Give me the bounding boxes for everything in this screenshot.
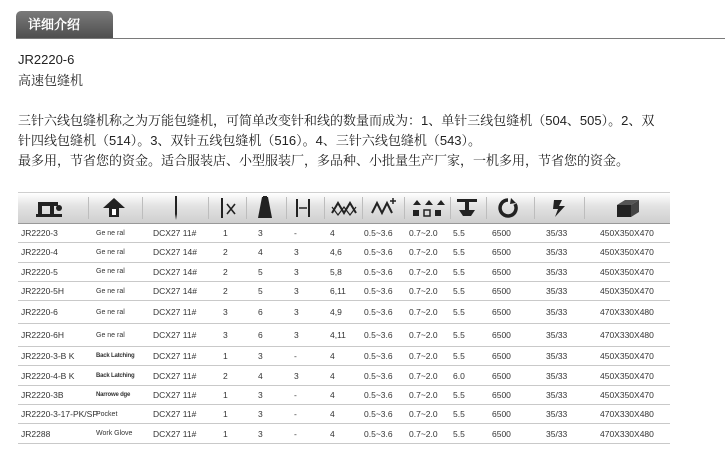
size-cell: 450X350X470: [600, 266, 654, 277]
width-cell: -: [294, 428, 297, 439]
stitch-cell: 4: [330, 351, 335, 362]
stitch-length-icon: [408, 193, 448, 223]
width-cell: 3: [294, 307, 299, 318]
speed-cell: 6500: [492, 266, 511, 277]
stitch-cell: 4,9: [330, 307, 342, 318]
differential-feed-cell: 0.5~3.6: [364, 247, 393, 258]
differential-feed-cell: 0.5~3.6: [364, 228, 393, 239]
application-cell: Ge ne ral: [96, 308, 125, 316]
differential-feed-cell: 0.5~3.6: [364, 330, 393, 341]
thread-count-cell: 3: [258, 351, 263, 362]
speed-cell: 6500: [492, 228, 511, 239]
width-cell: -: [294, 409, 297, 420]
needle-cell: DCX27 14#: [153, 266, 197, 277]
needle-count-cell: 1: [223, 351, 228, 362]
thread-count-cell: 3: [258, 409, 263, 420]
speed-cell: 6500: [492, 409, 511, 420]
model-cell: JR2220-5H: [21, 286, 64, 297]
table-row: [18, 366, 670, 385]
tab-details[interactable]: 详细介绍: [16, 11, 113, 38]
needle-cell: DCX27 11#: [153, 389, 197, 400]
stitch-length-cell: 0.7~2.0: [409, 307, 438, 318]
stitch-length-cell: 0.7~2.0: [409, 247, 438, 258]
needle-cell: DCX27 11#: [153, 228, 197, 239]
thread-count-cell: 3: [258, 428, 263, 439]
power-cell: 35/33: [546, 266, 568, 277]
needle-cell: DCX27 11#: [153, 409, 197, 420]
width-cell: -: [294, 228, 297, 239]
thread-cone-icon: [250, 193, 280, 223]
size-cell: 450X350X470: [600, 228, 654, 239]
application-cell: Narrowe dge: [96, 391, 131, 398]
table-row: [18, 424, 670, 443]
stitch-cell: 4: [330, 428, 335, 439]
width-cell: 3: [294, 266, 299, 277]
differential-feed-cell: 0.5~3.6: [364, 389, 393, 400]
model-cell: JR2220-3-17-PK/SP: [21, 409, 99, 420]
presser-lift-cell: 5.5: [453, 409, 465, 420]
thread-count-cell: 4: [258, 370, 263, 381]
power-cell: 35/33: [546, 351, 568, 362]
differential-feed-icon: [366, 193, 402, 223]
size-cell: 450X350X470: [600, 389, 654, 400]
stitch-length-cell: 0.7~2.0: [409, 228, 438, 239]
stitch-length-cell: 0.7~2.0: [409, 351, 438, 362]
application-cell: Ge ne ral: [96, 268, 125, 276]
speed-cell: 6500: [492, 307, 511, 318]
description-line: 最多用，节省您的资金。适合服装店、小型服装厂，多品种、小批量生产厂家，一机多用，节省您的资金。: [18, 153, 630, 168]
spec-table: [18, 192, 670, 438]
thread-count-cell: 5: [258, 286, 263, 297]
speed-cell: 6500: [492, 428, 511, 439]
speed-cell: 6500: [492, 370, 511, 381]
presser-lift-cell: 6.0: [453, 370, 465, 381]
stitch-length-cell: 0.7~2.0: [409, 266, 438, 277]
sewing-machine-icon: [32, 193, 68, 223]
thread-count-cell: 5: [258, 266, 263, 277]
table-row: [18, 263, 670, 282]
needle-count-cell: 2: [223, 286, 228, 297]
stitch-cell: 6,11: [330, 286, 346, 297]
application-cell: Work Glove: [96, 430, 133, 438]
needle-count-cell: 2: [223, 370, 228, 381]
stitch-cell: 4: [330, 389, 335, 400]
presser-lift-cell: 5.5: [453, 351, 465, 362]
speed-cell: 6500: [492, 330, 511, 341]
presser-lift-cell: 5.5: [453, 286, 465, 297]
size-cell: 470X330X480: [600, 428, 654, 439]
table-row: [18, 324, 670, 347]
spec-table-body: [18, 224, 670, 444]
size-cell: 450X350X470: [600, 286, 654, 297]
stitch-length-cell: 0.7~2.0: [409, 428, 438, 439]
size-cell: 450X350X470: [600, 351, 654, 362]
model-cell: JR2220-6: [21, 307, 58, 318]
presser-lift-cell: 5.5: [453, 247, 465, 258]
differential-feed-cell: 0.5~3.6: [364, 266, 393, 277]
needle-cell: DCX27 11#: [153, 351, 197, 362]
presser-lift-cell: 5.5: [453, 228, 465, 239]
speed-cell: 6500: [492, 351, 511, 362]
tab-divider: [16, 38, 725, 39]
width-cell: -: [294, 351, 297, 362]
needle-cell: DCX27 14#: [153, 247, 197, 258]
stitch-cell: 4: [330, 370, 335, 381]
application-cell: Ge ne ral: [96, 287, 125, 295]
application-cell: Back Latching: [96, 372, 135, 379]
thread-count-cell: 6: [258, 307, 263, 318]
power-cell: 35/33: [546, 286, 568, 297]
thread-count-cell: 6: [258, 330, 263, 341]
power-cell: 35/33: [546, 307, 568, 318]
presser-lift-cell: 5.5: [453, 330, 465, 341]
table-row: [18, 224, 670, 243]
size-cell: 470X330X480: [600, 330, 654, 341]
model-cell: JR2220-6H: [21, 330, 64, 341]
tab-bar: [0, 0, 725, 40]
needle-count-cell: 1: [223, 428, 228, 439]
power-cell: 35/33: [546, 409, 568, 420]
model-cell: JR2220-4-B K: [21, 370, 75, 381]
package-box-icon: [598, 193, 658, 223]
presser-lift-cell: 5.5: [453, 428, 465, 439]
thread-count-cell: 4: [258, 247, 263, 258]
power-cell: 35/33: [546, 228, 568, 239]
table-row: [18, 347, 670, 366]
product-subtitle: 高速包缝机: [18, 73, 84, 88]
presser-lift-cell: 5.5: [453, 266, 465, 277]
stitch-cell: 4: [330, 409, 335, 420]
needle-cell: DCX27 11#: [153, 370, 197, 381]
application-cell: Pocket: [96, 410, 118, 418]
table-row: [18, 301, 670, 324]
product-model: JR2220-6: [18, 52, 75, 67]
width-cell: 3: [294, 286, 299, 297]
presser-lift-cell: 5.5: [453, 389, 465, 400]
power-cell: 35/33: [546, 247, 568, 258]
table-row: [18, 386, 670, 405]
model-cell: JR2220-5: [21, 266, 58, 277]
width-cell: 3: [294, 330, 299, 341]
application-cell: Ge ne ral: [96, 229, 125, 237]
model-cell: JR2220-3-B K: [21, 351, 75, 362]
width-cell: -: [294, 389, 297, 400]
needle-cell: DCX27 11#: [153, 428, 197, 439]
motor-power-icon: [540, 193, 580, 223]
stitch-length-cell: 0.7~2.0: [409, 370, 438, 381]
stitch-cell: 4,11: [330, 330, 346, 341]
speed-icon: [488, 193, 528, 223]
needle-count-cell: 2: [223, 247, 228, 258]
stitch-length-cell: 0.7~2.0: [409, 389, 438, 400]
power-cell: 35/33: [546, 389, 568, 400]
differential-feed-cell: 0.5~3.6: [364, 286, 393, 297]
needle-cell: DCX27 11#: [153, 330, 197, 341]
model-cell: JR2220-3B: [21, 389, 64, 400]
needle-count-icon: [216, 193, 240, 223]
presser-foot-icon: [96, 193, 132, 223]
application-cell: Ge ne ral: [96, 248, 125, 256]
stitch-length-cell: 0.7~2.0: [409, 330, 438, 341]
size-cell: 450X350X470: [600, 370, 654, 381]
thread-count-cell: 3: [258, 389, 263, 400]
product-description: [18, 111, 725, 171]
needle-count-cell: 1: [223, 409, 228, 420]
stitch-cell: 4,6: [330, 247, 342, 258]
differential-feed-cell: 0.5~3.6: [364, 428, 393, 439]
stitch-cell: 5,8: [330, 266, 342, 277]
differential-feed-cell: 0.5~3.6: [364, 409, 393, 420]
size-cell: 450X350X470: [600, 247, 654, 258]
description-line: 针四线包缝机（514）。3、双针五线包缝机（516）。4、三针六线包缝机（543）。: [18, 133, 482, 148]
power-cell: 35/33: [546, 330, 568, 341]
application-cell: Ge ne ral: [96, 331, 125, 339]
spec-table-header: [18, 192, 670, 224]
size-cell: 470X330X480: [600, 409, 654, 420]
model-cell: JR2220-4: [21, 247, 58, 258]
application-cell: Back Latching: [96, 353, 135, 360]
stitch-width-icon: [288, 193, 318, 223]
power-cell: 35/33: [546, 428, 568, 439]
width-cell: 3: [294, 370, 299, 381]
size-cell: 470X330X480: [600, 307, 654, 318]
needle-cell: DCX27 11#: [153, 307, 197, 318]
needle-icon: [166, 193, 186, 223]
stitch-pattern-icon: [326, 193, 362, 223]
stitch-length-cell: 0.7~2.0: [409, 286, 438, 297]
speed-cell: 6500: [492, 286, 511, 297]
differential-feed-cell: 0.5~3.6: [364, 370, 393, 381]
needle-count-cell: 2: [223, 266, 228, 277]
table-row: [18, 405, 670, 424]
presser-lift-cell: 5.5: [453, 307, 465, 318]
model-cell: JR2220-3: [21, 228, 58, 239]
description-line: 三针六线包缝机称之为万能包缝机，可简单改变针和线的数量而成为：1、单针三线包缝机（504、505）。2、双: [18, 113, 655, 128]
differential-feed-cell: 0.5~3.6: [364, 351, 393, 362]
width-cell: 3: [294, 247, 299, 258]
needle-count-cell: 1: [223, 228, 228, 239]
presser-lift-icon: [452, 193, 482, 223]
speed-cell: 6500: [492, 389, 511, 400]
model-cell: JR2288: [21, 428, 51, 439]
stitch-cell: 4: [330, 228, 335, 239]
needle-count-cell: 3: [223, 330, 228, 341]
power-cell: 35/33: [546, 370, 568, 381]
table-row: [18, 282, 670, 301]
needle-count-cell: 3: [223, 307, 228, 318]
speed-cell: 6500: [492, 247, 511, 258]
differential-feed-cell: 0.5~3.6: [364, 307, 393, 318]
stitch-length-cell: 0.7~2.0: [409, 409, 438, 420]
needle-count-cell: 1: [223, 389, 228, 400]
thread-count-cell: 3: [258, 228, 263, 239]
table-row: [18, 243, 670, 262]
needle-cell: DCX27 14#: [153, 286, 197, 297]
